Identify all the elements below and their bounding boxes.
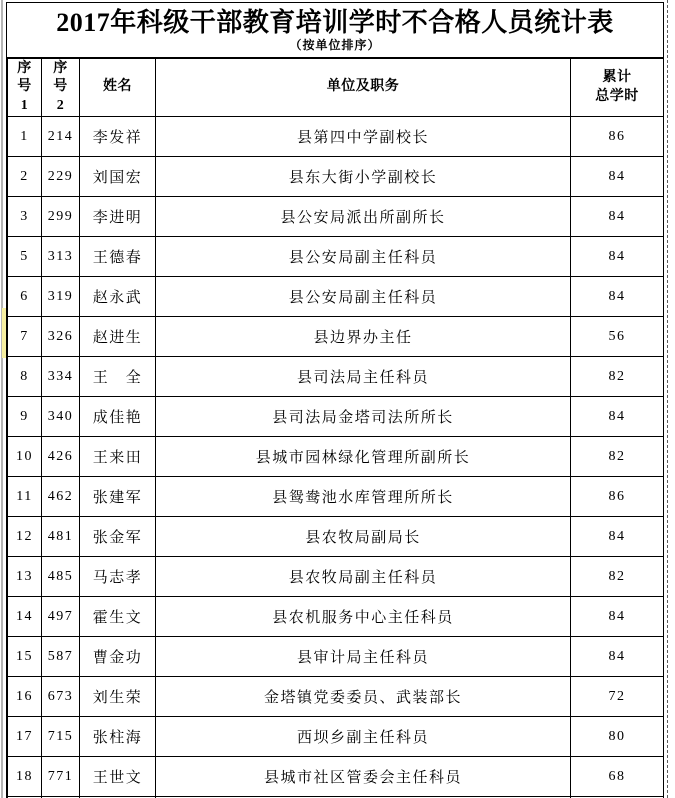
seq2-cell: 319 [42, 277, 80, 317]
table-row [8, 677, 664, 717]
total-hours-cell: 68 [571, 757, 664, 797]
seq1-cell: 11 [8, 477, 42, 517]
table-row [8, 357, 664, 397]
name-cell: 李发祥 [80, 117, 156, 157]
seq1-cell: 9 [8, 397, 42, 437]
unit-position-cell: 县司法局金塔司法所所长 [156, 397, 571, 437]
header-total-hours: 累计 总学时 [571, 59, 664, 117]
seq1-cell: 6 [8, 277, 42, 317]
total-hours-cell: 82 [571, 357, 664, 397]
table-row [8, 397, 664, 437]
total-hours-cell: 82 [571, 557, 664, 597]
total-hours-cell: 84 [571, 277, 664, 317]
seq1-cell: 14 [8, 597, 42, 637]
seq2-cell: 229 [42, 157, 80, 197]
seq1-cell: 15 [8, 637, 42, 677]
unit-position-cell: 县公安局副主任科员 [156, 237, 571, 277]
unit-position-cell: 县边界办主任 [156, 317, 571, 357]
seq1-cell: 18 [8, 757, 42, 797]
table-row [8, 197, 664, 237]
total-hours-cell: 86 [571, 477, 664, 517]
unit-position-cell: 县第四中学副校长 [156, 117, 571, 157]
table-row [8, 597, 664, 637]
unit-position-cell: 县城市园林绿化管理所副所长 [156, 437, 571, 477]
seq2-cell: 462 [42, 477, 80, 517]
name-cell: 王德春 [80, 237, 156, 277]
seq2-cell: 326 [42, 317, 80, 357]
name-cell: 刘生荣 [80, 677, 156, 717]
seq2-cell: 587 [42, 637, 80, 677]
unit-position-cell: 县东大街小学副校长 [156, 157, 571, 197]
seq1-cell: 1 [8, 117, 42, 157]
table-row [8, 237, 664, 277]
header-seq1: 序 号 1 [8, 59, 42, 117]
print-area-dashed-line [667, 0, 668, 798]
seq1-cell: 7 [8, 317, 42, 357]
name-cell: 曹金功 [80, 637, 156, 677]
seq1-cell: 10 [8, 437, 42, 477]
name-cell: 霍生文 [80, 597, 156, 637]
name-cell: 王 全 [80, 357, 156, 397]
seq2-cell: 485 [42, 557, 80, 597]
table-row [8, 277, 664, 317]
table-row [8, 557, 664, 597]
unit-position-cell: 县审计局主任科员 [156, 637, 571, 677]
name-cell: 张金军 [80, 517, 156, 557]
header-unit-position: 单位及职务 [156, 59, 571, 117]
table-row [8, 157, 664, 197]
report-table-container [6, 2, 664, 798]
name-cell: 赵进生 [80, 317, 156, 357]
total-hours-cell: 80 [571, 717, 664, 757]
total-hours-cell: 84 [571, 397, 664, 437]
seq2-cell: 214 [42, 117, 80, 157]
name-cell: 张柱海 [80, 717, 156, 757]
name-cell: 刘国宏 [80, 157, 156, 197]
unit-position-cell: 县农牧局副主任科员 [156, 557, 571, 597]
seq1-cell: 16 [8, 677, 42, 717]
total-hours-cell: 84 [571, 517, 664, 557]
total-hours-cell: 84 [571, 197, 664, 237]
name-cell: 王来田 [80, 437, 156, 477]
unit-position-cell: 县农机服务中心主任科员 [156, 597, 571, 637]
seq1-cell: 13 [8, 557, 42, 597]
report-title: 2017年科级干部教育培训学时不合格人员统计表 [56, 8, 614, 37]
seq2-cell: 426 [42, 437, 80, 477]
unit-position-cell: 县农牧局副局长 [156, 517, 571, 557]
seq2-cell: 673 [42, 677, 80, 717]
total-hours-cell: 84 [571, 597, 664, 637]
unit-position-cell: 县司法局主任科员 [156, 357, 571, 397]
header-name: 姓名 [80, 59, 156, 117]
seq1-cell: 5 [8, 237, 42, 277]
name-cell: 赵永武 [80, 277, 156, 317]
table-row [8, 437, 664, 477]
table-row [8, 117, 664, 157]
total-hours-cell: 56 [571, 317, 664, 357]
name-cell: 张建军 [80, 477, 156, 517]
statistics-table [7, 58, 664, 798]
total-hours-cell: 84 [571, 157, 664, 197]
table-body [8, 117, 664, 798]
unit-position-cell: 县公安局派出所副所长 [156, 197, 571, 237]
unit-position-cell: 金塔镇党委委员、武装部长 [156, 677, 571, 717]
seq2-cell: 299 [42, 197, 80, 237]
seq2-cell: 771 [42, 757, 80, 797]
report-subtitle: （按单位排序） [289, 37, 381, 52]
page-left-edge-line [1, 0, 3, 798]
header-seq2: 序 号 2 [42, 59, 80, 117]
seq2-cell: 313 [42, 237, 80, 277]
table-row [8, 717, 664, 757]
seq2-cell: 715 [42, 717, 80, 757]
name-cell: 王世文 [80, 757, 156, 797]
total-hours-cell: 84 [571, 237, 664, 277]
unit-position-cell: 县鸳鸯池水库管理所所长 [156, 477, 571, 517]
total-hours-cell: 72 [571, 677, 664, 717]
total-hours-cell: 84 [571, 637, 664, 677]
name-cell: 李进明 [80, 197, 156, 237]
table-row [8, 477, 664, 517]
name-cell: 成佳艳 [80, 397, 156, 437]
seq1-cell: 17 [8, 717, 42, 757]
table-header-row [8, 59, 664, 117]
unit-position-cell: 县公安局副主任科员 [156, 277, 571, 317]
seq2-cell: 481 [42, 517, 80, 557]
seq1-cell: 8 [8, 357, 42, 397]
seq2-cell: 334 [42, 357, 80, 397]
seq2-cell: 340 [42, 397, 80, 437]
total-hours-cell: 86 [571, 117, 664, 157]
unit-position-cell: 西坝乡副主任科员 [156, 717, 571, 757]
table-row [8, 637, 664, 677]
name-cell: 马志孝 [80, 557, 156, 597]
seq1-cell: 12 [8, 517, 42, 557]
table-row [8, 517, 664, 557]
report-header [7, 3, 663, 58]
total-hours-cell: 82 [571, 437, 664, 477]
seq2-cell: 497 [42, 597, 80, 637]
seq1-cell: 3 [8, 197, 42, 237]
unit-position-cell: 县城市社区管委会主任科员 [156, 757, 571, 797]
table-row [8, 317, 664, 357]
seq1-cell: 2 [8, 157, 42, 197]
table-row [8, 757, 664, 797]
